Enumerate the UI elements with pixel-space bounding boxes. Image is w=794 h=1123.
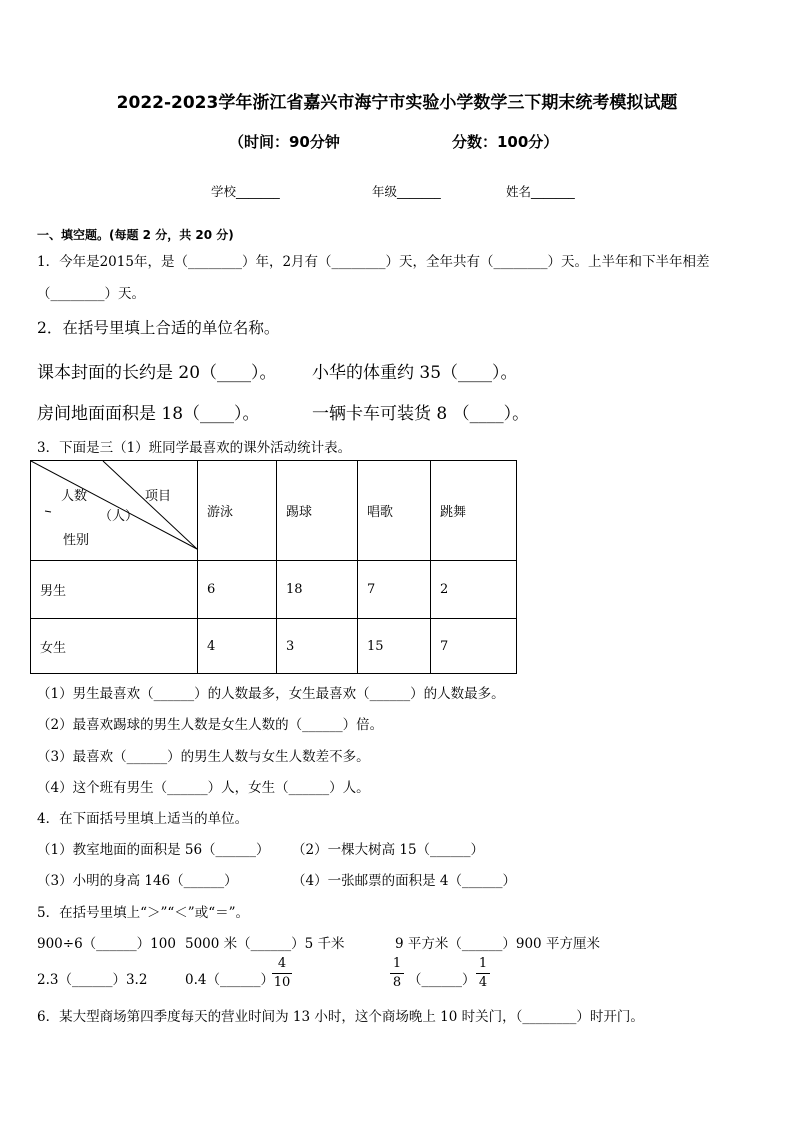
question-4-part-3: （3）小明的身高 146（______） bbox=[37, 873, 238, 889]
table-cell: 18 bbox=[277, 561, 358, 619]
question-1-line-2: （________）天。 bbox=[37, 286, 145, 302]
question-5-item-d: 2.3（______）3.2 bbox=[37, 972, 148, 988]
table-row bbox=[31, 619, 517, 674]
question-4-part-4: （4）一张邮票的面积是 4（______） bbox=[292, 873, 516, 889]
corner-label-gender: 性别 bbox=[63, 533, 90, 548]
table-cell: 7 bbox=[431, 619, 517, 674]
table-row bbox=[31, 561, 517, 619]
score-label: 分数：100分） bbox=[452, 133, 559, 151]
table-cell: 3 bbox=[277, 619, 358, 674]
question-3-title: 3．下面是三（1）班同学最喜欢的课外活动统计表。 bbox=[37, 440, 352, 456]
question-2-item-d: 一辆卡车可装货 8 （____）。 bbox=[312, 404, 530, 424]
question-3-part-4: （4）这个班有男生（______）人，女生（______）人。 bbox=[37, 780, 370, 796]
question-1-line-1: 1．今年是2015年，是（________）年，2月有（________）天，全年共有（________）天。上半年和下半年相差 bbox=[37, 254, 710, 270]
table-cell: 6 bbox=[198, 561, 277, 619]
table-cell: 4 bbox=[198, 619, 277, 674]
question-5-item-b: 5000 米（______）5 千米 bbox=[185, 936, 345, 952]
question-4-title: 4．在下面括号里填上适当的单位。 bbox=[37, 811, 249, 827]
fraction-1-8 bbox=[390, 956, 404, 991]
row-label-boys: 男生 bbox=[31, 561, 198, 619]
fraction-denominator: 10 bbox=[273, 975, 291, 990]
question-2-item-a: 课本封面的长约是 20（____）。 bbox=[37, 363, 277, 383]
table-cell: 7 bbox=[358, 561, 431, 619]
school-field: 学校_______ bbox=[211, 184, 280, 199]
fraction-numerator: 1 bbox=[478, 956, 488, 971]
table-corner-cell bbox=[31, 461, 198, 561]
fraction-denominator: 8 bbox=[392, 975, 402, 990]
question-3-part-2: （2）最喜欢踢球的男生人数是女生人数的（______）倍。 bbox=[37, 717, 384, 733]
question-4-part-2: （2）一棵大树高 15（______） bbox=[292, 842, 485, 858]
fraction-1-4 bbox=[476, 956, 490, 991]
question-5-item-c: 9 平方米（______）900 平方厘米 bbox=[395, 936, 600, 952]
question-2-item-b: 小华的体重约 35（____）。 bbox=[312, 363, 518, 383]
header-football: 踢球 bbox=[277, 461, 358, 561]
question-5-item-e: 0.4（______） bbox=[185, 972, 274, 988]
header-swimming: 游泳 bbox=[198, 461, 277, 561]
question-6: 6．某大型商场第四季度每天的营业时间为 13 小时，这个商场晚上 10 时关门，（________）时开门。 bbox=[37, 1009, 644, 1025]
time-label: （时间：90分钟 bbox=[229, 133, 340, 151]
question-4-part-1: （1）教室地面的面积是 56（______） bbox=[37, 842, 270, 858]
grade-field: 年级_______ bbox=[372, 184, 441, 199]
fraction-numerator: 1 bbox=[392, 956, 402, 971]
question-3-part-3: （3）最喜欢（______）的男生人数与女生人数差不多。 bbox=[37, 749, 370, 765]
section-heading: 一、填空题。(每题 2 分，共 20 分) bbox=[37, 228, 234, 242]
header-dancing: 跳舞 bbox=[431, 461, 517, 561]
table-cell: 15 bbox=[358, 619, 431, 674]
question-5-item-a: 900÷6（______）100 bbox=[37, 936, 176, 952]
corner-label-unit: （人） bbox=[99, 509, 139, 524]
fraction-denominator: 4 bbox=[478, 975, 488, 990]
table-header-row bbox=[31, 461, 517, 561]
corner-label-item: 项目 bbox=[145, 489, 172, 504]
name-field: 姓名_______ bbox=[506, 184, 575, 199]
row-label-girls: 女生 bbox=[31, 619, 198, 674]
activity-table bbox=[30, 460, 517, 674]
fraction-bar bbox=[390, 973, 404, 974]
fraction-4-10 bbox=[272, 956, 292, 991]
corner-label-people: 人数 bbox=[61, 489, 88, 504]
question-2-item-c: 房间地面面积是 18（____）。 bbox=[37, 404, 260, 424]
fraction-bar bbox=[476, 973, 490, 974]
question-5-item-f: （______） bbox=[408, 972, 476, 988]
question-5-title: 5．在括号里填上“＞”“＜”或“＝”。 bbox=[37, 905, 249, 921]
fraction-bar bbox=[272, 973, 292, 974]
fraction-numerator: 4 bbox=[277, 956, 287, 971]
question-2-title: 2．在括号里填上合适的单位名称。 bbox=[37, 319, 280, 337]
question-3-part-1: （1）男生最喜欢（______）的人数最多，女生最喜欢（______）的人数最多。 bbox=[37, 686, 505, 702]
page-title: 2022-2023学年浙江省嘉兴市海宁市实验小学数学三下期末统考模拟试题 bbox=[116, 93, 678, 113]
header-singing: 唱歌 bbox=[358, 461, 431, 561]
table-cell: 2 bbox=[431, 561, 517, 619]
